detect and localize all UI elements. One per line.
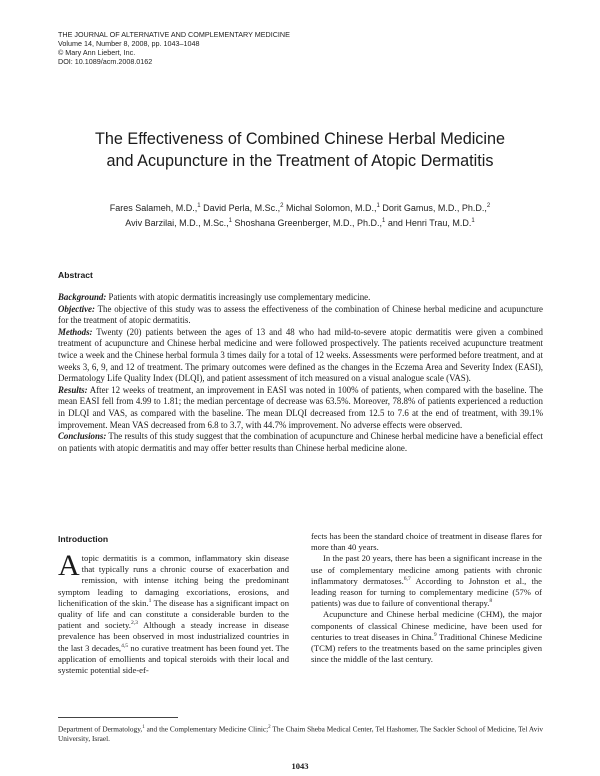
affiliation-mark: 1 [142,725,145,730]
footnote-text: Department of Dermatology, [58,724,143,734]
paragraph-text: In the past 20 years, there has been a significant increase in the use of complementary medicine among patients with chronic inflammatory dermatoses. [311,553,542,586]
title-line-2: and Acupuncture in the Treatment of Atopic Dermatitis [106,152,494,170]
author: Fares Salameh, M.D., [109,203,198,213]
paragraph-text: The disease has a significant impact on quality of life and can constitute a considerable burden to the patient and society. [58,597,289,631]
paragraph-text: no curative treatment has been found yet. The application of emollients and topical steroids with their local and systemic potential side-ef- [58,642,289,676]
citation-mark: 1 [148,597,152,604]
author: Shoshana Greenberger, M.D., Ph.D., [231,218,383,228]
introduction-heading: Introduction [58,534,109,544]
paragraph-text: According to Johnston et al., the leading reason for turning to complementary medicine (57% of patients) was due to failure of conventional therapy. [311,575,542,609]
author: David Perla, M.Sc., [200,203,281,213]
article-title [40,128,560,172]
objective-label: Objective: [58,303,95,314]
abstract-results [58,385,543,431]
body-column-left [58,549,289,676]
intro-paragraph-3 [311,609,542,665]
paragraph-text: Acupuncture and Chinese herbal medicine (CHM), the major components of classical Chinese medicine, have been used for centuries to treat diseases in China. [311,609,542,642]
intro-paragraph-2 [311,553,542,609]
title-line-1: The Effectiveness of Combined Chinese Herbal Medicine [95,130,505,148]
affiliation-mark: 1 [471,218,475,224]
affiliation-mark: 2 [486,203,491,209]
affiliation-mark: 2 [280,203,284,209]
results-text: After 12 weeks of treatment, an improvement in EASI was noted in 100% of patients, when compared with the baseline. The mean EASI fell from 4.99 to 1.81; the median percentage of decrease was 63.5%. Moreover, 78.8% of patients experienced a reduction in DLQI and VAS, as compared with the baseline. The mean DLQI decreased from 12.5 to 7.6 at the end of treatment, with 39.1% improvement. Mean VAS decreased from 6.8 to 3.7, with 44.7% improvement. No adverse effects were observed. [58,384,543,430]
affiliation-mark: 1 [228,218,232,224]
citation-mark: 9 [433,631,437,638]
conclusions-text: The results of this study suggest that the combination of acupuncture and Chinese herbal medicine have a beneficial effect on patients with atopic dermatitis and may offer better results than Chinese herbal medicine alone. [58,431,543,453]
citation-mark: 6,7 [403,575,411,582]
abstract-background [58,292,543,304]
author: Aviv Barzilai, M.D., M.Sc., [125,218,229,228]
footnote-text: and the Complementary Medicine Clinic; [144,724,269,734]
affiliation-footnote [58,723,543,743]
abstract-objective [58,304,543,327]
author: Dorit Gamus, M.D., Ph.D., [379,203,487,213]
affiliation-mark: 1 [382,218,386,224]
citation-mark: 8 [489,598,493,605]
page-number: 1043 [291,761,309,771]
background-text: Patients with atopic dermatitis increasingly use complementary medicine. [106,292,371,302]
intro-paragraph-1 [58,549,289,676]
author: Michal Solomon, M.D., [283,203,377,213]
volume-info: Volume 14, Number 8, 2008, pp. 1043–1048 [58,39,200,48]
affiliation-mark: 1 [376,203,380,209]
copyright: © Mary Ann Liebert, Inc. [58,48,136,57]
body-column-right [311,531,542,665]
affiliation-mark: 1 [197,203,201,209]
objective-text: The objective of this study was to assess the effectiveness of the combination of Chinese herbal medicine and acupuncture for the treatment of atopic dermatitis. [58,303,543,326]
doi: DOI: 10.1089/acm.2008.0162 [58,57,153,66]
abstract-heading: Abstract [58,270,93,280]
footnote-divider [58,717,178,718]
affiliation-mark: 2 [268,725,271,730]
author: and Henri Trau, M.D. [385,218,472,228]
abstract-methods [58,327,543,385]
footnote-text: The Chaim Sheba Medical Center, Tel Hashomer, The Sackler School of Medicine, Tel Aviv University, Israel. [58,724,543,743]
paragraph-text: Although a steady increase in disease prevalence has been observed in most industrialized countries in the last 3 decades, [58,620,289,653]
journal-header [58,30,478,66]
methods-label: Methods: [58,326,93,337]
abstract-body [58,292,543,454]
citation-mark: 4,5 [121,642,129,649]
paragraph-text: topic dermatitis is a common, inflammatory skin disease that typically runs a chronic course of exacerbation and remission, with intense itching being the predominant symptom leading to damaging excoriations, erosions, and lichenification of the skin. [58,553,289,608]
results-label: Results: [58,384,88,395]
intro-paragraph-1-continued: fects has been the standard choice of treatment in disease flares for more than 40 years. [311,531,542,553]
drop-cap: A [58,549,80,582]
abstract-conclusions [58,431,543,454]
author-list [40,200,560,230]
citation-mark: 2,3 [130,620,138,627]
background-label: Background: [58,292,107,302]
conclusions-label: Conclusions: [58,431,107,442]
paragraph-text: Traditional Chinese Medicine (TCM) refers to the treatments based on the same principles given since the middle of the last century. [311,631,543,665]
journal-name: THE JOURNAL OF ALTERNATIVE AND COMPLEMENTARY MEDICINE [58,30,290,39]
methods-text: Twenty (20) patients between the ages of 13 and 48 who had mild-to-severe atopic dermatitis were given a combined treatment of acupuncture and Chinese herbal medicine and were followed prospectively. The patients received acupuncture treatment twice a week and the Chinese herbal formula 3 times daily for a total of 12 weeks. Assessments were performed before treatment, and at weeks 3, 6, 9, and 12 of treatment. The primary outcomes were defined as the changes in the Eczema Area and Severity Index (EASI), Dermatology Life Quality Index (DLQI), and patient assessment of itch measured on a visual analogue scale (VAS). [58,326,543,384]
